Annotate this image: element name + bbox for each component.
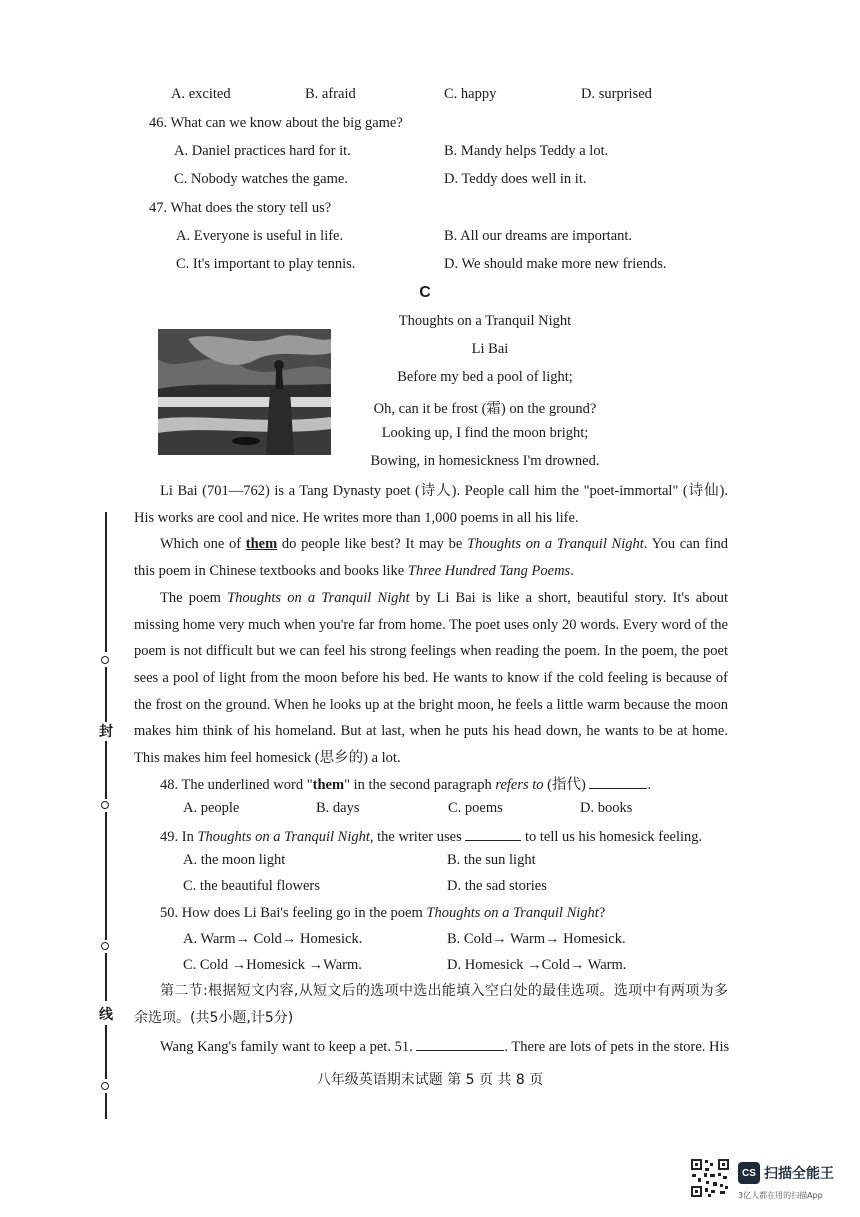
- qr-code-icon: [690, 1158, 730, 1198]
- binding-hole: [101, 801, 109, 809]
- q50-option-c: C. Cold →Homesick →Warm.: [183, 957, 362, 973]
- text: The poem: [160, 589, 228, 606]
- paragraph-2: [134, 531, 728, 584]
- text: .: [647, 777, 652, 793]
- paragraph-1: Li Bai (701—762) is a Tang Dynasty poet (诗人). People call him the "poet-immortal" (诗仙). His works are cool and nice. He writes more than 1,000 poems in all his life.: [134, 483, 728, 526]
- q48-option-d: D. books: [580, 800, 633, 816]
- binding-char-line: 线: [99, 1007, 113, 1023]
- paragraph-3: [134, 585, 728, 772]
- text: ?: [598, 905, 606, 921]
- text: . You can find this poem in Chinese textbooks and books like: [134, 536, 728, 580]
- binding-char-seal: 封: [99, 724, 113, 740]
- text: to tell us his homesick feeling.: [521, 829, 703, 845]
- text: . There are lots of pets in the store. His: [504, 1039, 730, 1055]
- q48-option-c: C. poems: [448, 800, 503, 816]
- q45-option-b: B. afraid: [305, 86, 356, 102]
- section-c-label: C: [419, 284, 431, 301]
- poem-author: Li Bai: [471, 341, 509, 357]
- poem-line-1: Before my bed a pool of light;: [397, 369, 573, 385]
- underlined-word-them: them: [245, 536, 278, 553]
- binding-line: [105, 512, 107, 652]
- q49-question: [160, 826, 702, 846]
- answer-blank[interactable]: [589, 774, 647, 789]
- page-footer: 八年级英语期末试题 第 5 页 共 8 页: [316, 1072, 544, 1088]
- q49-option-c: C. the beautiful flowers: [183, 878, 320, 894]
- answer-blank-51[interactable]: [416, 1036, 504, 1051]
- q48-option-a: A. people: [183, 800, 240, 816]
- italic-refers-to: refers to: [495, 777, 544, 793]
- q50-option-b: B. Cold→ Warm→ Homesick.: [447, 931, 626, 947]
- q46-option-a: A. Daniel practices hard for it.: [174, 143, 351, 159]
- q46-option-b: B. Mandy helps Teddy a lot.: [444, 143, 609, 159]
- q47-option-a: A. Everyone is useful in life.: [176, 228, 344, 244]
- text: , the writer uses: [369, 829, 466, 845]
- text: .: [570, 563, 574, 580]
- poem-line-2: Oh, can it be frost (霜) on the ground?: [373, 401, 597, 417]
- poem-title: Thoughts on a Tranquil Night: [398, 313, 572, 329]
- text: Wang Kang's family want to keep a pet. 51.: [160, 1039, 417, 1055]
- q49-option-b: B. the sun light: [447, 852, 536, 868]
- poem-title-italic: Thoughts on a Tranquil Night: [426, 905, 599, 921]
- text: 50. How does Li Bai's feeling go in the poem: [160, 905, 427, 921]
- q49-option-d: D. the sad stories: [447, 878, 547, 894]
- qr-code-graphic: [690, 1158, 730, 1198]
- answer-blank[interactable]: [465, 826, 521, 841]
- binding-line: [105, 1093, 107, 1119]
- binding-line: [105, 741, 107, 799]
- q45-option-a: A. excited: [171, 86, 231, 102]
- poem-illustration: [158, 329, 331, 455]
- binding-line: [105, 667, 107, 722]
- moon-night-scene-icon: [158, 329, 331, 455]
- text: 49. In: [160, 829, 198, 845]
- q47-option-d: D. We should make more new friends.: [444, 256, 667, 272]
- text: do people like best? It may be: [277, 536, 468, 553]
- camscanner-tagline: 3亿人都在用的扫描App: [738, 1191, 823, 1200]
- binding-line: [105, 953, 107, 1001]
- q46-question: 46. What can we know about the big game?: [149, 115, 403, 131]
- passage-c: [134, 478, 728, 772]
- binding-hole: [101, 942, 109, 950]
- poem-title-italic: Thoughts on a Tranquil Night: [197, 829, 370, 845]
- poem-title-italic: Thoughts on a Tranquil Night: [227, 589, 410, 606]
- book-title-italic: Three Hundred Tang Poems: [407, 563, 571, 580]
- text: Which one of: [160, 536, 246, 553]
- poem-line-4: Bowing, in homesickness I'm drowned.: [370, 453, 600, 469]
- bold-word-them: them: [312, 777, 345, 793]
- text: 48. The underlined word ": [160, 777, 313, 793]
- q47-question: 47. What does the story tell us?: [149, 200, 332, 216]
- q50-question: [160, 905, 605, 922]
- binding-line: [105, 812, 107, 940]
- q48-question: [160, 773, 651, 794]
- text: by Li Bai is like a short, beautiful story. It's about missing home very much when you're far from home. The poet uses only 20 words. Every word of the poem is not difficult but we can feel his strong feelings when reading the poem. In the poem, the poet sees a pool of light from the moon before his bed. He wants to know if the cold feeling is because of the frost on the ground. When he looks up at the bright moon, he feels a little warm because the moon makes him think of his homeland. But at last, when he puts his head down, he wants to be at home. This makes him feel homesick (思乡的) a lot.: [134, 589, 728, 767]
- q45-option-c: C. happy: [444, 86, 497, 102]
- part2-instruction: [134, 978, 728, 1032]
- q48-option-b: B. days: [316, 800, 360, 816]
- binding-hole: [101, 656, 109, 664]
- q49-option-a: A. the moon light: [183, 852, 286, 868]
- poem-title-italic: Thoughts on a Tranquil Night: [467, 536, 644, 553]
- camscanner-logo-icon: CS: [738, 1162, 760, 1184]
- camscanner-name: 扫描全能王: [764, 1166, 834, 1182]
- text: (指代): [543, 777, 590, 793]
- part2-passage-start: [160, 1036, 729, 1056]
- q47-option-b: B. All our dreams are important.: [444, 228, 633, 244]
- q50-option-d: D. Homesick →Cold→ Warm.: [447, 957, 627, 973]
- instruction-text: 第二节:根据短文内容,从短文后的选项中选出能填入空白处的最佳选项。选项中有两项为多余选项。(共5小题,计5分): [134, 983, 728, 1026]
- text: " in the second paragraph: [344, 777, 496, 793]
- q50-option-a: A. Warm→ Cold→ Homesick.: [183, 931, 363, 947]
- poem-line-3: Looking up, I find the moon bright;: [381, 425, 589, 441]
- q46-option-c: C. Nobody watches the game.: [174, 171, 348, 187]
- q45-option-d: D. surprised: [581, 86, 652, 102]
- q47-option-c: C. It's important to play tennis.: [176, 256, 356, 272]
- q46-option-d: D. Teddy does well in it.: [444, 171, 587, 187]
